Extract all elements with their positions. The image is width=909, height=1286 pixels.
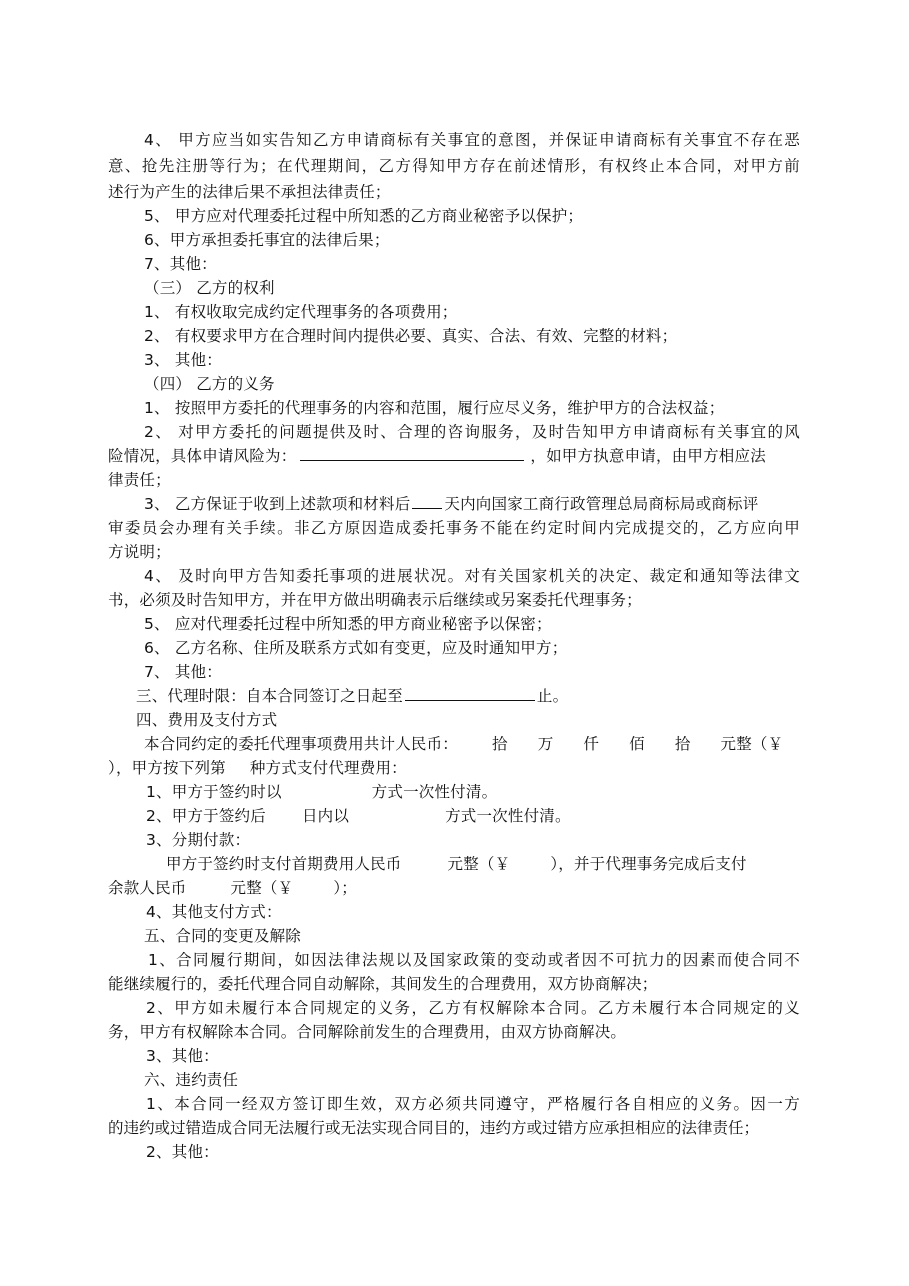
text-line: 律责任；: [108, 471, 171, 489]
text-line: 务，甲方有权解除本合同。合同解除前发生的合理费用，由双方协商解决。: [108, 1023, 627, 1041]
text-line: 2、 有权要求甲方在合理时间内提供必要、真实、合法、有效、完整的材料；: [144, 327, 678, 345]
text-line: 4、其他支付方式：: [146, 903, 282, 921]
text-segment: 本合同约定的委托代理事项费用共计人民币：: [144, 735, 459, 753]
text-line: 3、 其他：: [144, 351, 222, 369]
text-line: [166, 852, 747, 876]
text-line-with-blank: [144, 492, 758, 516]
fill-blank: [405, 684, 535, 701]
text-segment: ），并于代理事务完成后支付: [550, 855, 747, 873]
text-segment: 拾: [492, 735, 508, 753]
text-line: 1、本合同一经双方签订即生效，双方必须共同遵守，严格履行各自相应的义务。因一方: [146, 1095, 800, 1113]
section-heading: 四、费用及支付方式: [136, 711, 278, 729]
text-segment: ，如甲方执意申请，由甲方相应法: [530, 447, 766, 465]
text-segment: 余款人民币: [108, 879, 187, 897]
text-segment: 甲方于签约时支付首期费用人民币: [166, 855, 402, 873]
section-heading: 六、违约责任: [144, 1071, 239, 1089]
text-line: 述行为产生的法律后果不承担法律责任；: [108, 183, 391, 201]
text-line: 1、合同履行期间，如因法律法规以及国家政策的变动或者因不可抗力的因素而使合同不: [148, 951, 800, 969]
text-segment: ）；: [333, 879, 357, 897]
text-segment: 佰: [629, 735, 645, 753]
text-segment: 险情况，具体申请风险为：: [108, 447, 297, 465]
text-line: 意、抢先注册等行为；在代理期间，乙方得知甲方存在前述情形，有权终止本合同，对甲方前: [108, 157, 800, 175]
section-heading: （四） 乙方的义务: [144, 375, 275, 393]
text-segment: 1、甲方于签约时以: [146, 783, 282, 801]
text-line: 3、其他：: [146, 1047, 219, 1065]
text-segment: 天内向国家工商行政管理总局商标局或商标评: [444, 495, 759, 513]
fill-blank: [412, 492, 442, 509]
text-segment: 万: [537, 735, 554, 753]
text-line: 能继续履行的，委托代理合同自动解除，其间发生的合理费用，双方协商解决；: [108, 975, 658, 993]
text-line: 的违约或过错造成合同无法履行或无法实现合同目的，违约方或过错方应承担相应的法律责任；: [108, 1119, 760, 1137]
text-segment: 元整（￥: [720, 735, 784, 753]
fill-blank: [300, 444, 524, 461]
text-segment: 三、代理时限：自本合同签订之日起至: [136, 687, 403, 705]
text-line-with-blank: [136, 684, 568, 708]
text-segment: 方式一次性付清。: [371, 783, 498, 801]
text-segment: 2、甲方于签约后: [146, 807, 266, 825]
text-line: 方说明；: [108, 543, 171, 561]
text-segment: 3、 乙方保证于收到上述款项和材料后: [144, 495, 411, 513]
text-line: [108, 876, 357, 900]
text-line: [146, 804, 571, 828]
text-line: [146, 780, 497, 804]
text-segment: 元整（￥: [447, 855, 511, 873]
text-segment: 拾: [674, 735, 691, 753]
text-segment: 元整（￥: [230, 879, 294, 897]
text-line: 2、 对甲方委托的问题提供及时、合理的咨询服务，及时告知甲方申请商标有关事宜的风: [144, 423, 800, 441]
text-line-with-blank: [108, 444, 766, 468]
text-segment: 日内以: [301, 807, 350, 825]
section-heading: （三） 乙方的权利: [144, 279, 275, 297]
text-line: 6、甲方承担委托事宜的法律后果；: [144, 231, 390, 249]
text-line: 4、 及时向甲方告知委托事项的进展状况。对有关国家机关的决定、裁定和通知等法律文: [144, 567, 800, 585]
text-line: 书，必须及时告知甲方，并在甲方做出明确表示后继续或另案委托代理事务；: [108, 591, 642, 609]
text-line: 6、 乙方名称、住所及联系方式如有变更，应及时通知甲方；: [144, 639, 568, 657]
text-line-amount: [144, 732, 783, 756]
text-line: 1、 按照甲方委托的代理事务的内容和范围，履行应尽义务，维护甲方的合法权益；: [144, 399, 725, 417]
text-line: 7、 其他：: [144, 663, 222, 681]
text-line: 7、其他：: [144, 255, 217, 273]
text-line: 2、其他：: [146, 1143, 219, 1161]
text-line: 1、 有权收取完成约定代理事务的各项费用；: [144, 303, 458, 321]
text-line: 审委员会办理有关手续。非乙方原因造成委托事务不能在约定时间内完成提交的，乙方应向甲: [108, 519, 800, 537]
text-line: 2、甲方如未履行本合同规定的义务，乙方有权解除本合同。乙方未履行本合同规定的义: [146, 999, 800, 1017]
text-line: 5、 甲方应对代理委托过程中所知悉的乙方商业秘密予以保护；: [144, 207, 584, 225]
text-line: 3、分期付款：: [146, 831, 251, 849]
text-segment: 仟: [583, 735, 600, 753]
text-segment: 方式一次性付清。: [445, 807, 571, 825]
text-segment: 止。: [536, 687, 569, 705]
text-line: 5、 应对代理委托过程中所知悉的甲方商业秘密予以保密；: [144, 615, 552, 633]
text-segment: 种方式支付代理费用：: [249, 759, 407, 777]
section-heading: 五、合同的变更及解除: [144, 927, 302, 945]
text-line: 4、 甲方应当如实告知乙方申请商标有关事宜的意图，并保证申请商标有关事宜不存在恶: [144, 131, 800, 149]
text-line: [108, 756, 407, 780]
text-segment: ），甲方按下列第: [108, 759, 226, 777]
